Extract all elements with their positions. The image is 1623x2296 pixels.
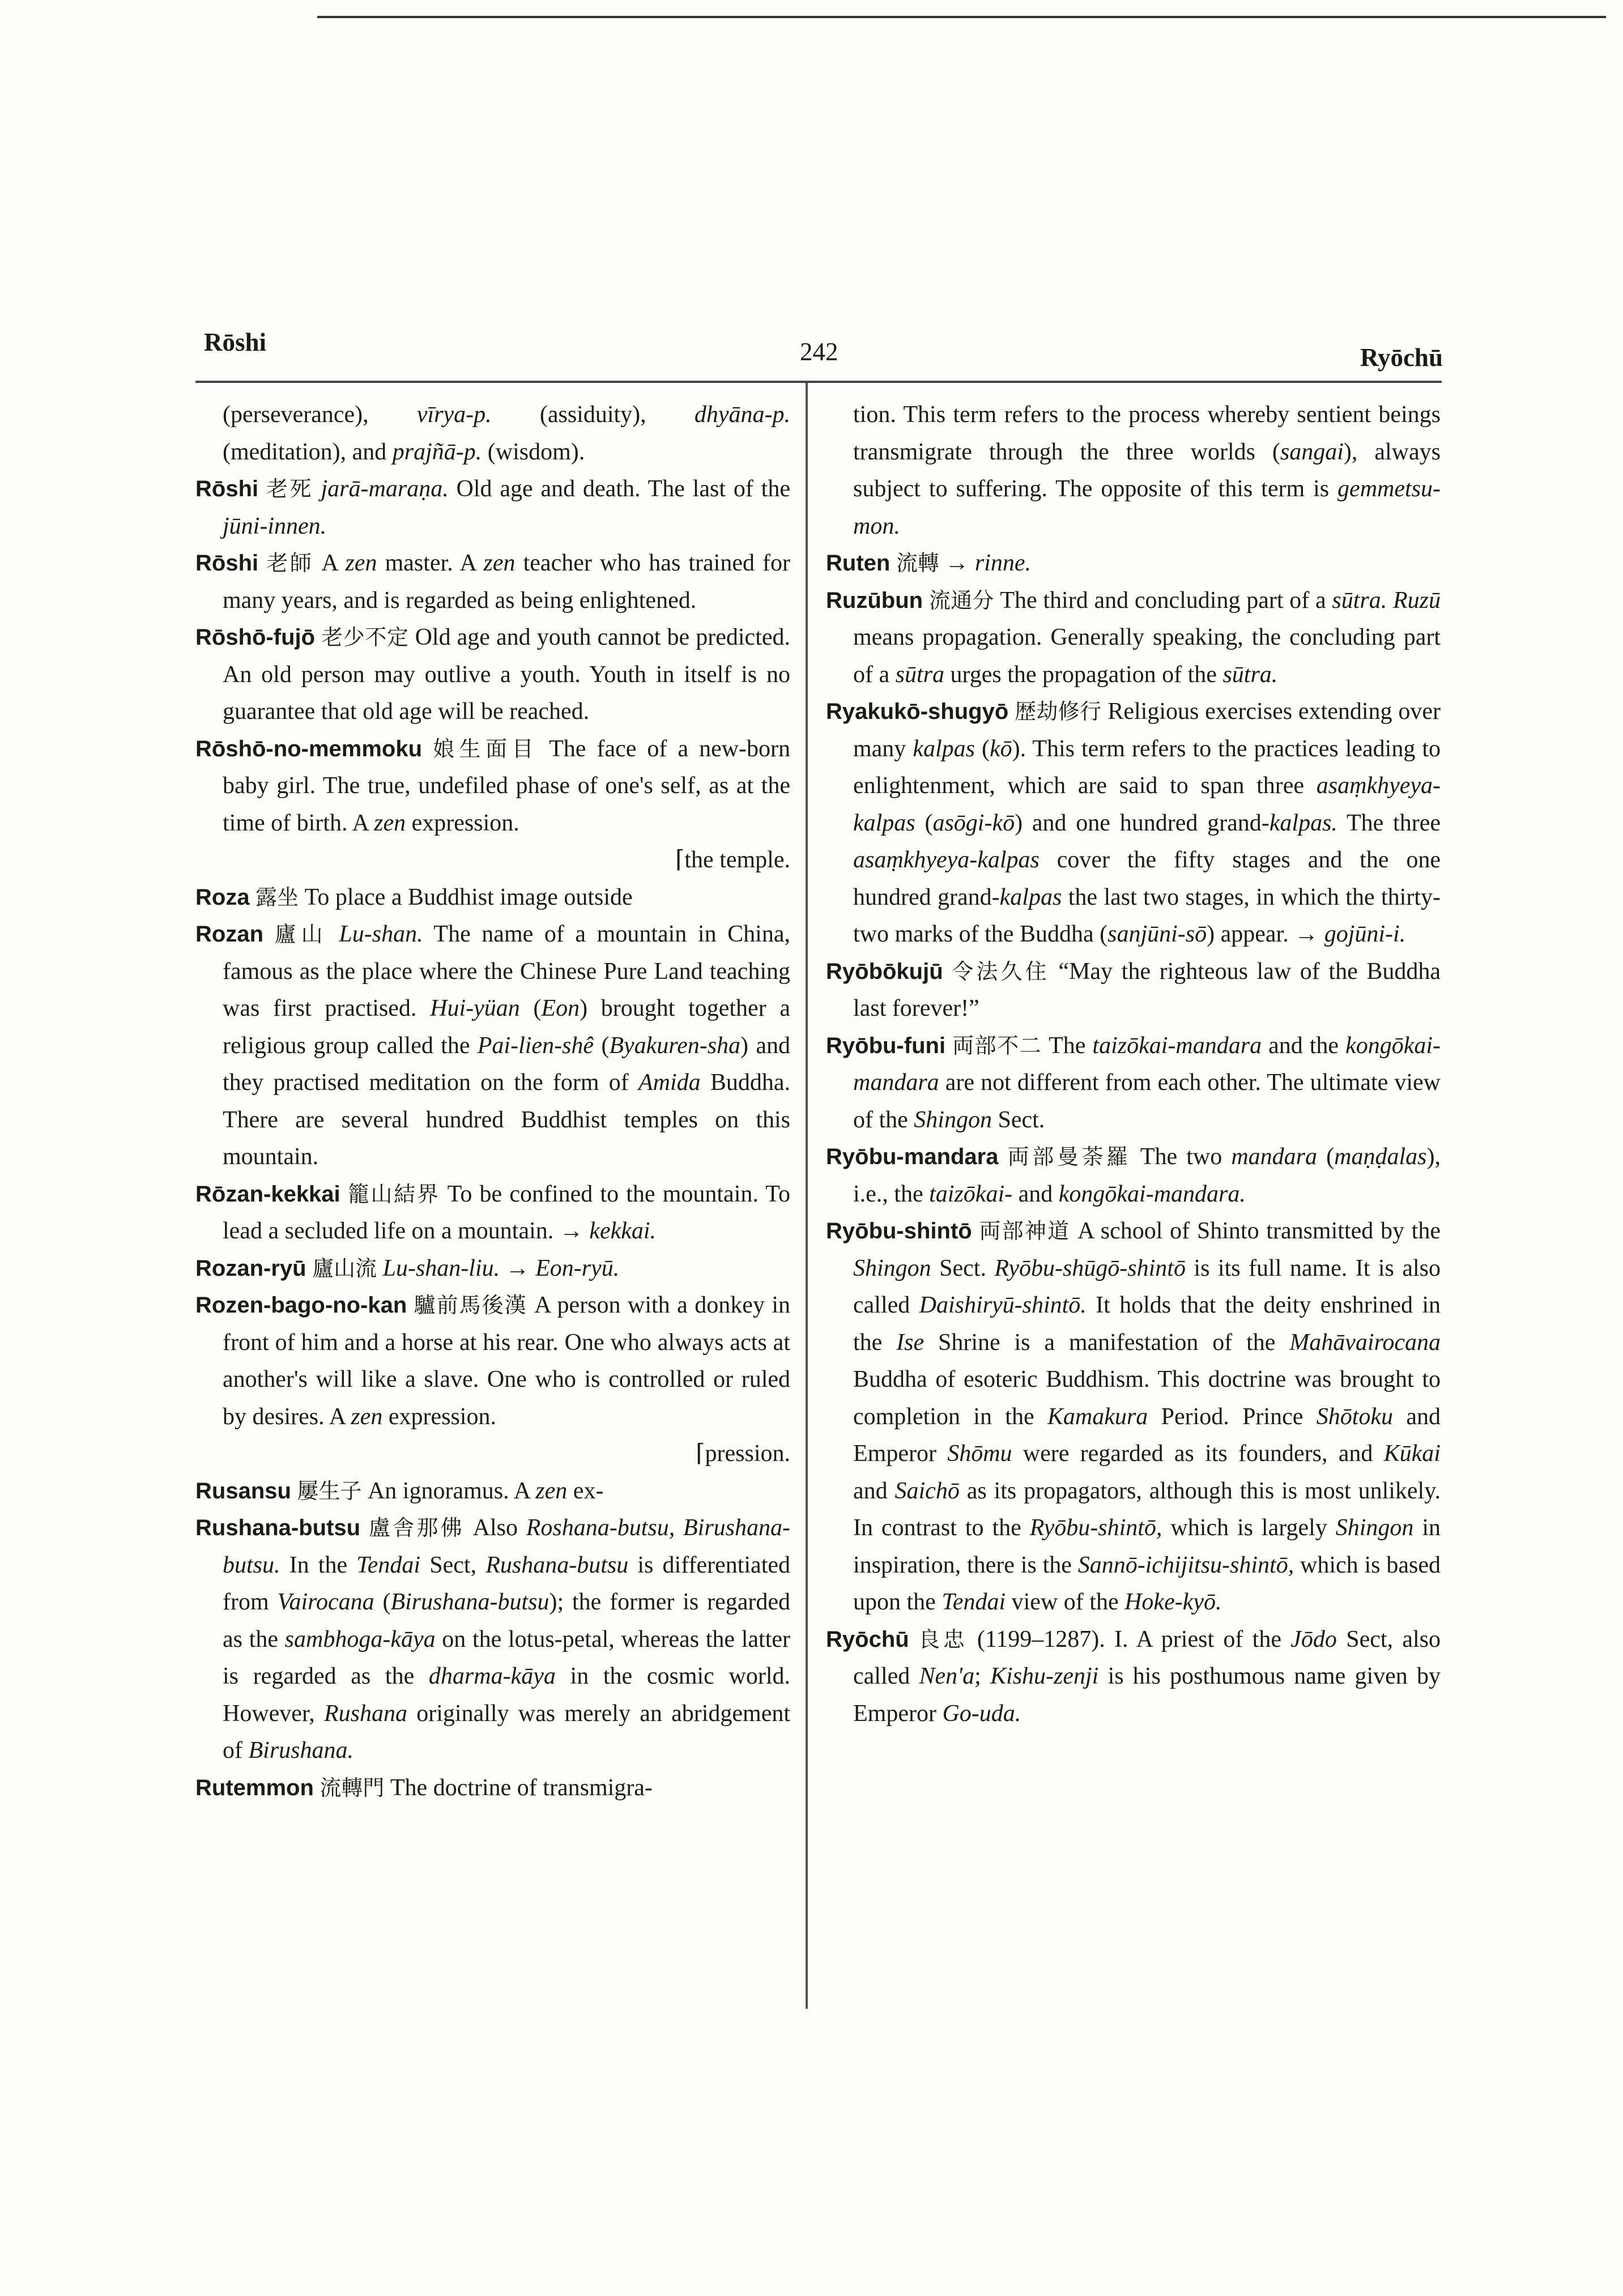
headword: Rōshi xyxy=(195,476,259,501)
entry-ryakuko-shugyo: Ryakukō-shugyō 歴劫修行 Religious exercises extending over many kalpas (kō). This term refers to the practices leading to enlightenment, which are said to span three asaṃkhyeya-kalpas (asōgi-kō) and one hundred grand-kalpas. The three asaṃkhyeya-kalpas cover the fifty stages and the one hundred grand-kalpas the last two stages, in which the thirty-two marks of the Buddha (sanjūni-sō) appear. → gojūni-i. xyxy=(826,698,1441,947)
headword: Rushana-butsu xyxy=(195,1515,361,1540)
entry-roshi-1: Rōshi 老死 jarā-maraṇa. Old age and death. The last of the jūni-innen. xyxy=(195,476,790,539)
headword: Rozan xyxy=(195,922,263,947)
kanji: 露坐 xyxy=(255,884,299,910)
entry-ryobu-mandara: Ryōbu-mandara 両部曼荼羅 The two mandara (maṇḍalas), i.e., the taizōkai- and kongōkai-mandara. xyxy=(826,1144,1441,1207)
kanji: 盧舎那佛 xyxy=(368,1515,465,1540)
cross-reference: → Eon-ryū. xyxy=(505,1255,620,1281)
right-column xyxy=(826,397,1441,1732)
entry-roza: Roza 露坐 To place a Buddhist image outside xyxy=(195,884,633,910)
entry-rusansu: Rusansu 屢生子 An ignoramus. A zen ex- xyxy=(195,1477,604,1504)
cross-reference: → gojūni-i. xyxy=(1294,921,1406,947)
headword: Ruzūbun xyxy=(826,587,923,613)
entry-ryobu-shinto: Ryōbu-shintō 両部神道 A school of Shinto transmitted by the Shingon Sect. Ryōbu-shūgō-shintō is its full name. It is also called Daishiryū-shintō. It holds that the deity enshrined in the Ise Shrine is a manifestation of the Mahāvairocana Buddha of esoteric Buddhism. This doctrine was brought to completion in the Kamakura Period. Prince Shōtoku and Emperor Shōmu were regarded as its founders, and Kūkai and Saichō as its propagators, although this is most unlikely. In contrast to the Ryōbu-shintō, which is largely Shingon in inspiration, there is the Sannō-ichijitsu-shintō, which is based upon the Tendai view of the Hoke-kyō. xyxy=(826,1218,1441,1615)
headword: Roza xyxy=(195,884,250,910)
kanji: 令法久住 xyxy=(952,959,1050,984)
kanji: 籠山結界 xyxy=(347,1181,440,1207)
entry-rozan-ryu: Rozan-ryū 廬山流 Lu-shan-liu. → Eon-ryū. xyxy=(195,1255,620,1281)
headword: Ryōbu-shintō xyxy=(826,1219,972,1243)
kanji: 廬山 xyxy=(274,922,328,947)
page-number: 242 xyxy=(800,338,838,366)
headword: Ryōbōkujū xyxy=(826,959,943,984)
headword: Ryōbu-mandara xyxy=(826,1144,999,1169)
kanji: 老少不定 xyxy=(321,625,409,650)
entry-continuation: tion. This term refers to the process whereby sentient beings transmigrate through the three worlds (sangai), always subject to suffering. The opposite of this term is gemmetsu-mon. xyxy=(853,402,1441,539)
kanji: 両部不二 xyxy=(952,1033,1042,1058)
entry-ryobu-funi: Ryōbu-funi 両部不二 The taizōkai-mandara and the kongōkai-mandara are not different from each other. The ultimate view of the Shingon Sect. xyxy=(826,1032,1441,1133)
kanji: 老死 xyxy=(266,476,313,501)
kanji: 両部神道 xyxy=(979,1219,1071,1243)
left-column xyxy=(195,397,790,1807)
entry-rozan-kekkai: Rōzan-kekkai 籠山結界 To be confined to the mountain. To lead a secluded life on a mountain. → kekkai. xyxy=(195,1181,790,1244)
running-head-left: Rōshi xyxy=(204,328,267,356)
kanji: 流轉 xyxy=(896,551,939,576)
headword: Ryakukō-shugyō xyxy=(826,699,1009,724)
cross-reference: → rinne. xyxy=(945,550,1031,576)
header-rule xyxy=(195,381,1442,383)
kanji: 歴劫修行 xyxy=(1015,699,1102,724)
headword: Rōshō-no-memmoku xyxy=(195,736,422,761)
cross-reference: → kekkai. xyxy=(559,1218,657,1244)
headword: Ryōchū xyxy=(826,1626,909,1652)
kanji: 流通分 xyxy=(928,587,994,613)
headword: Rozen-bago-no-kan xyxy=(195,1293,407,1318)
column-rule xyxy=(806,383,808,2009)
kanji: 娘生面目 xyxy=(433,736,539,761)
headword: Ruten xyxy=(826,551,891,576)
kanji: 廬山流 xyxy=(312,1255,377,1281)
headword: Rutemmon xyxy=(195,1775,314,1800)
entry-continuation: (perseverance), vīrya-p. (assiduity), dhyāna-p. (meditation), and prajñā-p. (wisdom). xyxy=(223,402,790,465)
entry-ryochu: Ryōchū 良忠 (1199–1287). I. A priest of the Jōdo Sect, also called Nen'a; Kishu-zenji is his posthumous name given by Emperor Go-uda. xyxy=(826,1626,1441,1727)
entry-roshi-2: Rōshi 老師 A zen master. A zen teacher who has trained for many years, and is regarded as being enlightened. xyxy=(195,550,791,614)
kanji: 屢生子 xyxy=(297,1478,362,1503)
headword: Rōshi xyxy=(195,551,259,576)
headword: Rusansu xyxy=(195,1478,291,1503)
kanji: 老師 xyxy=(266,551,314,576)
entry-rozen-bago-no-kan: Rozen-bago-no-kan 驢前馬後漢 A person with a donkey in front of him and a horse at his rear. One who always acts at another's will like a slave. One who is controlled or ruled by desires. A zen expression. ⌈pression. xyxy=(195,1287,790,1473)
headword: Ryōbu-funi xyxy=(826,1033,946,1058)
headword: Rōshō-fujō xyxy=(195,625,316,650)
entry-rushana-butsu: Rushana-butsu 盧舎那佛 Also Roshana-butsu, Birushana-butsu. In the Tendai Sect, Rushana-butsu is differentiated from Vairocana (Birushana-butsu); the former is regarded as the sambhoga-kāya on the lotus-petal, whereas the latter is regarded as the dharma-kāya in the cosmic world. However, Rushana originally was merely an abridgement of Birushana. xyxy=(195,1515,791,1763)
entry-rosho-no-memmoku: Rōshō-no-memmoku 娘生面目 The face of a new-born baby girl. The true, undefiled phase of one's self, as at the time of birth. A zen expression. ⌈the temple. xyxy=(195,731,790,879)
running-head-right: Ryōchū xyxy=(1360,343,1443,372)
kanji: 流轉門 xyxy=(320,1775,385,1800)
overflow-flag: ⌈the temple. xyxy=(675,847,790,873)
entry-ruten xyxy=(826,545,1441,582)
kanji: 両部曼荼羅 xyxy=(1007,1144,1131,1169)
top-rule xyxy=(317,16,1606,18)
headword: Rōzan-kekkai xyxy=(195,1181,340,1207)
kanji: 驢前馬後漢 xyxy=(414,1293,527,1318)
entry-ryobokuju: Ryōbōkujū 令法久住 “May the righteous law of the Buddha last forever!” xyxy=(826,958,1441,1021)
entry-rosho-fujo: Rōshō-fujō 老少不定 Old age and youth cannot be predicted. An old person may outlive a youth. Youth in itself is no guarantee that old age will be reached. xyxy=(195,624,791,725)
kanji: 良忠 xyxy=(918,1626,968,1652)
entry-ruzubun: Ruzūbun 流通分 The third and concluding part of a sūtra. Ruzū means propagation. Generally speaking, the concluding part of a sūtra urges the propagation of the sūtra. xyxy=(826,587,1441,688)
entry-rutemmon: Rutemmon 流轉門 The doctrine of transmigra- xyxy=(195,1774,653,1801)
overflow-flag: ⌈pression. xyxy=(696,1441,790,1467)
entry-rozan: Rozan 廬山 Lu-shan. The name of a mountain in China, famous as the place where the Chinese Pure Land teaching was first practised. Hui-yüan (Eon) brought together a religious group called the Pai-lien-shê (Byakuren-sha) and they practised meditation on the form of Amida Buddha. There are several hundred Buddhist temples on this mountain. xyxy=(195,921,790,1170)
headword: Rozan-ryū xyxy=(195,1255,306,1281)
